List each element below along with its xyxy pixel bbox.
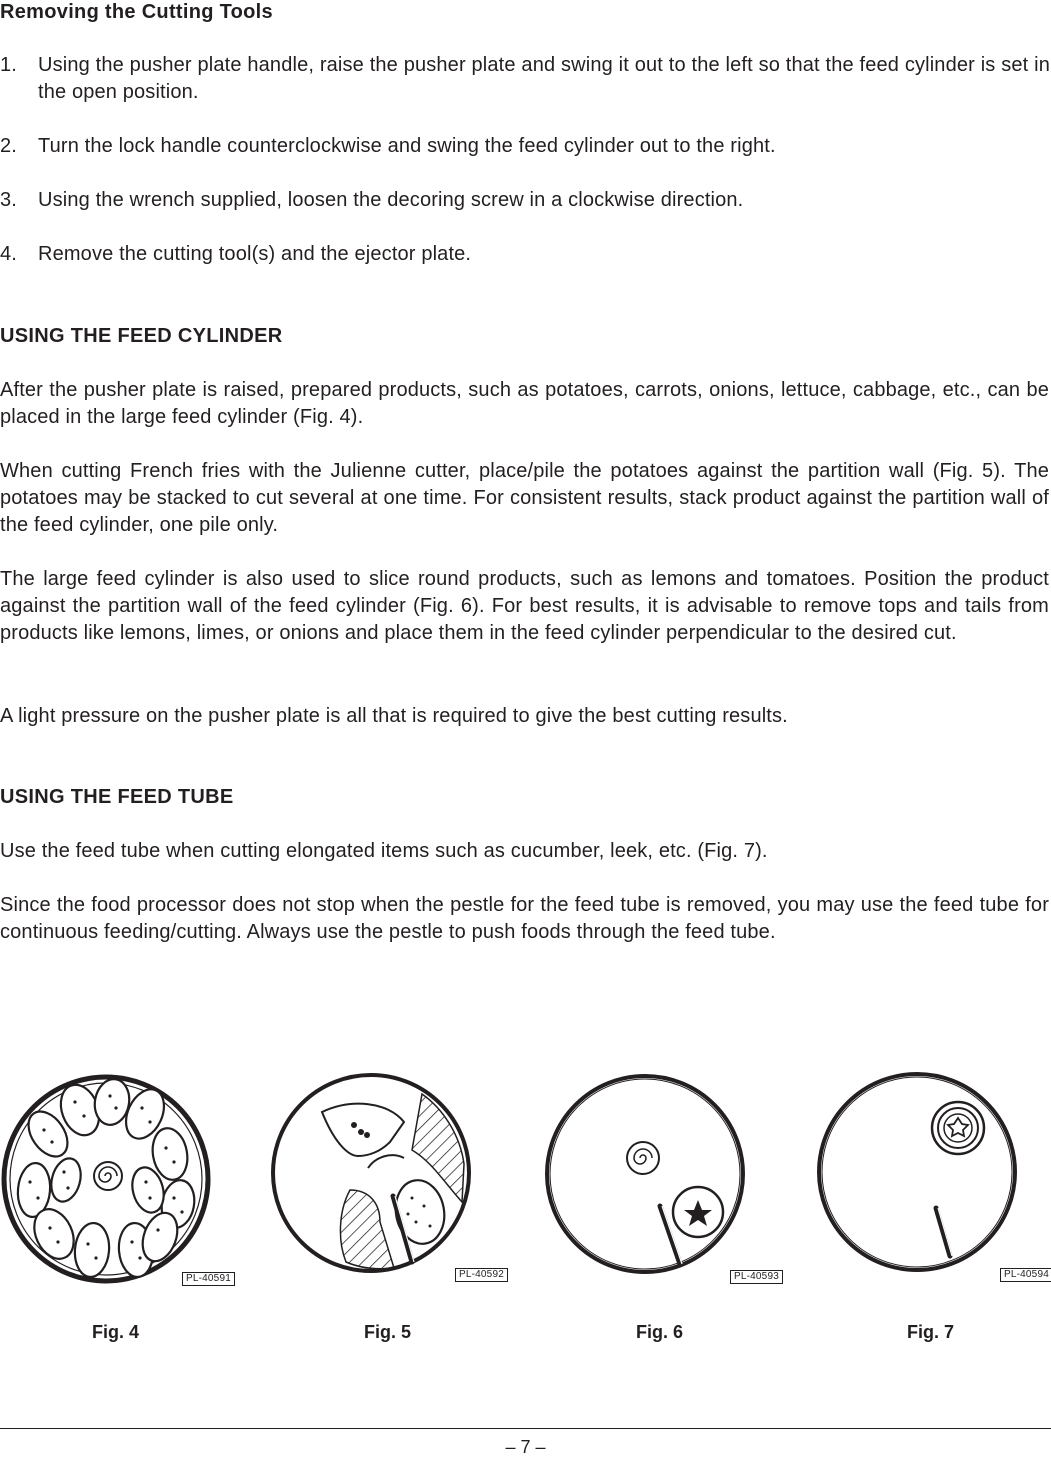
- figure-6-caption: Fig. 6: [636, 1322, 684, 1342]
- removal-step-1: [0, 52, 1050, 106]
- figure-7-caption: Fig. 7: [907, 1322, 955, 1342]
- figure-7-feed-tube: [818, 1072, 1051, 1292]
- part-number-badge: PL-40593: [730, 1270, 783, 1284]
- figure-4-feed-cylinder-potatoes: [0, 1072, 268, 1292]
- step-number: 4.: [0, 243, 17, 265]
- partition-wall-illustration: [272, 1072, 540, 1292]
- page-number: – 7 –: [505, 1437, 546, 1457]
- figure-4-caption: Fig. 4: [92, 1322, 140, 1342]
- tube-paragraph-1: Use the feed tube when cutting elongated items such as cucumber, leek, etc. (Fig. 7).: [0, 840, 768, 862]
- figure-5-caption: Fig. 5: [364, 1322, 412, 1342]
- removal-step-3: [0, 187, 1050, 214]
- step-number: 2.: [0, 135, 17, 157]
- figure-6-round-products: [546, 1072, 814, 1292]
- part-number-badge: PL-40591: [182, 1272, 235, 1286]
- removal-step-4: [0, 241, 1050, 268]
- part-number-badge: PL-40592: [455, 1268, 508, 1282]
- figure-5-partition-wall: [272, 1072, 540, 1292]
- cylinder-paragraph-3: The large feed cylinder is also used to slice round products, such as lemons and tomatoes. Position the product against the partition wall of the feed cylinder (Fig. 6). For best results, it is advisable to remove tops and tails from products like lemons, limes, or onions and place them in the feed cylinder perpendicular to the desired cut.: [0, 568, 1049, 644]
- step-text: Using the pusher plate handle, raise the pusher plate and swing it out to the left so that the feed cylinder is set in the open position.: [38, 54, 1050, 103]
- step-text: Remove the cutting tool(s) and the ejector plate.: [38, 243, 472, 265]
- potatoes-in-cylinder-illustration: [0, 1072, 268, 1292]
- removing-tools-heading: Removing the Cutting Tools: [0, 1, 273, 23]
- removal-step-2: [0, 133, 1050, 160]
- step-number: 1.: [0, 54, 17, 76]
- footer-divider: [0, 1428, 1051, 1429]
- round-products-illustration: [546, 1072, 814, 1292]
- feed-tube-heading: USING THE FEED TUBE: [0, 786, 234, 808]
- step-text: Turn the lock handle counterclockwise and swing the feed cylinder out to the right.: [38, 135, 776, 157]
- step-number: 3.: [0, 189, 17, 211]
- feed-tube-illustration: [818, 1072, 1051, 1292]
- step-text: Using the wrench supplied, loosen the decoring screw in a clockwise direction.: [38, 189, 744, 211]
- cylinder-paragraph-2: When cutting French fries with the Julienne cutter, place/pile the potatoes against the partition wall (Fig. 5). The potatoes may be stacked to cut several at one time. For consistent results, stack product against the partition wall of the feed cylinder, one pile only.: [0, 460, 1049, 536]
- cylinder-paragraph-1: After the pusher plate is raised, prepared products, such as potatoes, carrots, onions, lettuce, cabbage, etc., can be placed in the large feed cylinder (Fig. 4).: [0, 379, 1049, 428]
- part-number-badge: PL-40594: [1000, 1268, 1051, 1282]
- cylinder-paragraph-4: A light pressure on the pusher plate is all that is required to give the best cutting results.: [0, 705, 788, 727]
- tube-paragraph-2: Since the food processor does not stop when the pestle for the feed tube is removed, you may use the feed tube for continuous feeding/cutting. Always use the pestle to push foods through the feed tube.: [0, 894, 1049, 943]
- feed-cylinder-heading: USING THE FEED CYLINDER: [0, 325, 283, 347]
